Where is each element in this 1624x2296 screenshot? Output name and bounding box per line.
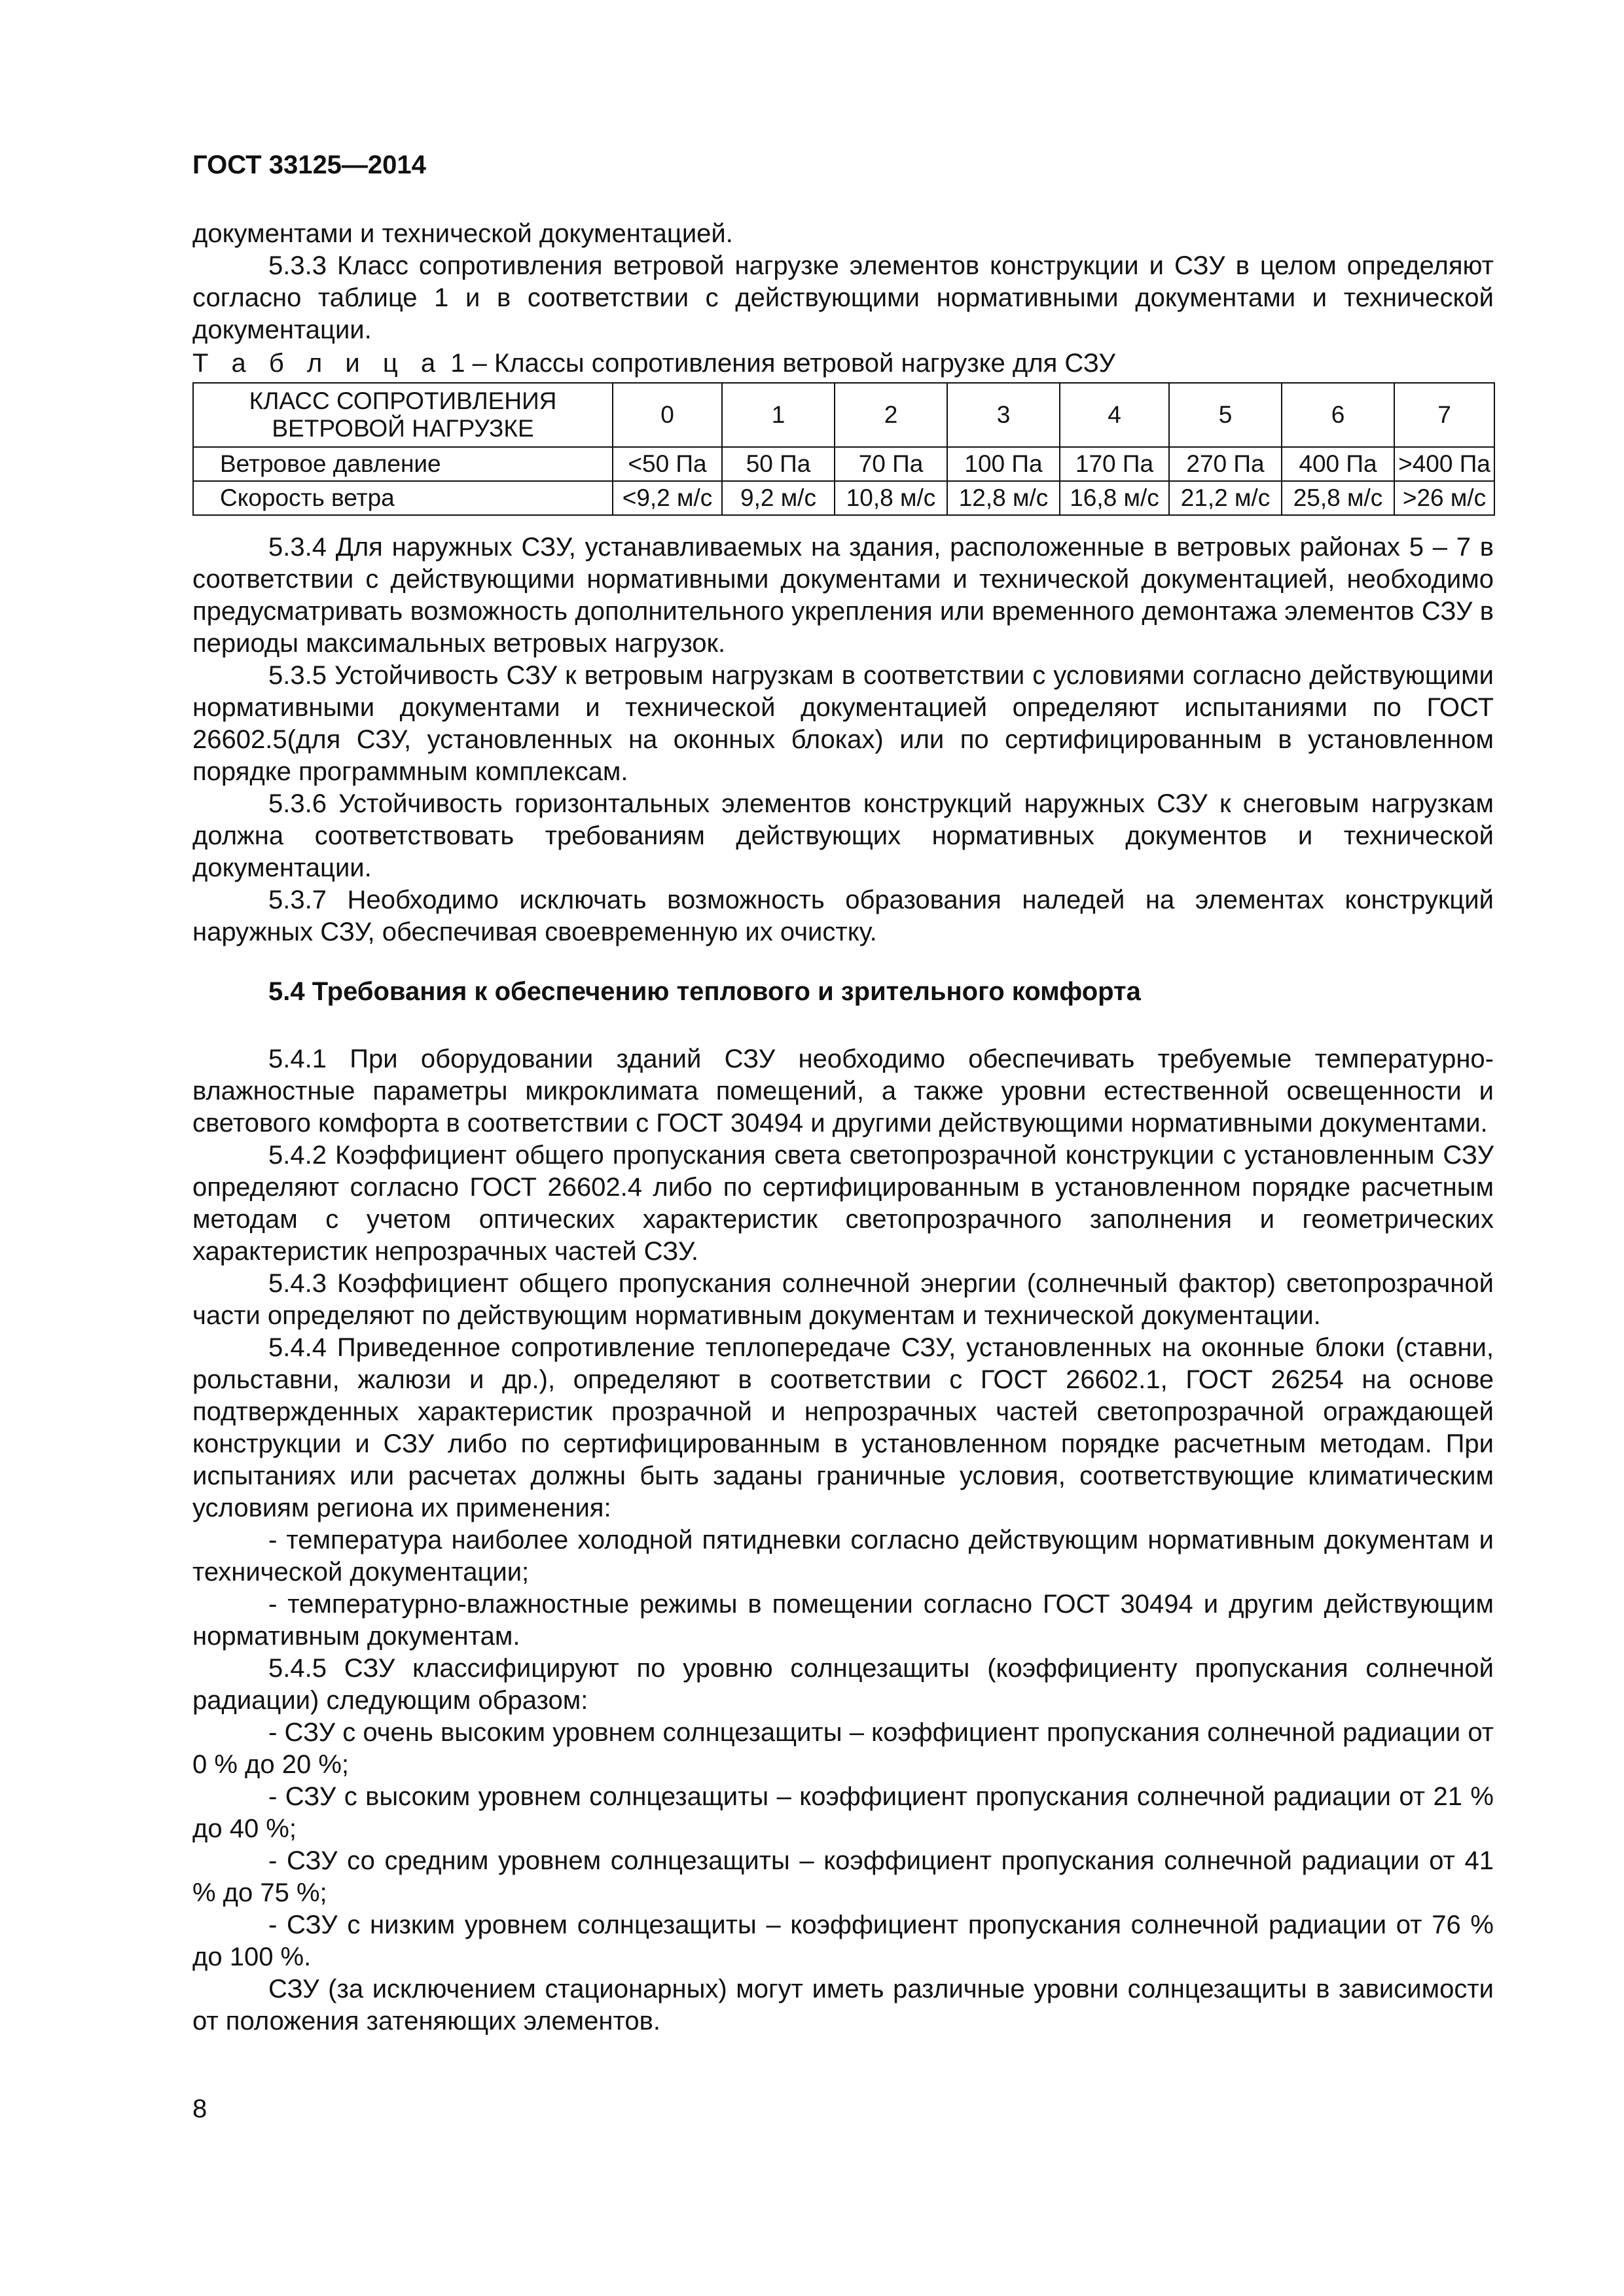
table-row-label: Скорость ветра — [193, 481, 613, 515]
table-cell: 16,8 м/с — [1060, 481, 1169, 515]
table-header-class: 0 — [613, 383, 722, 447]
table-caption-label: Т а б л и ц а — [192, 349, 444, 378]
table-caption — [192, 348, 1494, 380]
paragraph-5-3-3: 5.3.3 Класс сопротивления ветровой нагрузке элементов конструкции и СЗУ в целом определяют согласно таблице 1 и в соответствии с действующими нормативными документами и технической документации. — [192, 251, 1494, 344]
paragraph-5-3-6: 5.3.6 Устойчивость горизонтальных элементов конструкций наружных СЗУ к снеговым нагрузкам должна соответствовать требованиям действующих нормативных документов и технической документации. — [192, 789, 1494, 882]
paragraph-5-3-4: 5.3.4 Для наружных СЗУ, устанавливаемых на здания, расположенные в ветровых районах 5 – 7 в соответствии с действующими нормативными документами и технической документацией, необходимо предусматривать возможность дополнительного укрепления или временного демонтажа элементов СЗУ в периоды максимальных ветровых нагрузок. — [192, 533, 1494, 658]
table-cell: 12,8 м/с — [947, 481, 1060, 515]
paragraph-5-4-5: 5.4.5 СЗУ классифицируют по уровню солнцезащиты (коэффициенту пропускания солнечной радиации) следующим образом: — [192, 1654, 1494, 1715]
document-page — [192, 149, 1494, 2037]
paragraph-continuation: документами и технической документацией. — [192, 219, 733, 248]
table-caption-text: – Классы сопротивления ветровой нагрузке для СЗУ — [472, 349, 1115, 378]
document-code-header: ГОСТ 33125—2014 — [192, 151, 426, 179]
table-header-class: 2 — [835, 383, 947, 447]
table-cell: 50 Па — [722, 447, 835, 481]
paragraph-5-4-3: 5.4.3 Коэффициент общего пропускания солнечной энергии (солнечный фактор) светопрозрачной части определяют по действующим нормативным документам и технической документации. — [192, 1269, 1494, 1330]
table-header-class: 7 — [1394, 383, 1494, 447]
list-item-temperature: - температура наиболее холодной пятидневки согласно действующим нормативным документам и технической документации; — [192, 1526, 1494, 1587]
list-item-low-protection: - СЗУ с низким уровнем солнцезащиты – коэффициент пропускания солнечной радиации от 76 % до 100 %. — [192, 1910, 1494, 1971]
table-cell: >26 м/с — [1394, 481, 1494, 515]
paragraph-5-4-1: 5.4.1 При оборудовании зданий СЗУ необходимо обеспечивать требуемые температурно-влажностные параметры микроклимата помещений, а также уровни естественной освещенности и светового комфорта в соответствии с ГОСТ 30494 и другими действующими нормативными документами. — [192, 1045, 1494, 1138]
table-header-class: 5 — [1169, 383, 1282, 447]
table-cell: 70 Па — [835, 447, 947, 481]
table-cell: 170 Па — [1060, 447, 1169, 481]
table-cell: >400 Па — [1394, 447, 1494, 481]
table-header-class: 1 — [722, 383, 835, 447]
table-caption-number: 1 — [450, 349, 465, 378]
table-header-class: 3 — [947, 383, 1060, 447]
table-header-class: 6 — [1282, 383, 1394, 447]
list-item-medium-protection: - СЗУ со средним уровнем солнцезащиты – коэффициент пропускания солнечной радиации от 41 % до 75 %; — [192, 1846, 1494, 1907]
paragraph-closing-note: СЗУ (за исключением стационарных) могут иметь различные уровни солнцезащиты в зависимости от положения затеняющих элементов. — [192, 1975, 1494, 2036]
paragraph-5-4-2: 5.4.2 Коэффициент общего пропускания света светопрозрачной конструкции с установленным СЗУ определяют согласно ГОСТ 26602.4 либо по сертифицированным в установленном порядке расчетным методам с учетом оптических характеристик светопрозрачного заполнения и геометрических характеристик непрозрачных частей СЗУ. — [192, 1141, 1494, 1266]
table-cell: 270 Па — [1169, 447, 1282, 481]
section-heading-5-4: 5.4 Требования к обеспечению теплового и зрительного комфорта — [268, 977, 1141, 1006]
table-header-row — [193, 383, 1494, 447]
table-row-wind-pressure — [193, 447, 1494, 481]
table-cell: 100 Па — [947, 447, 1060, 481]
page-number: 8 — [192, 2094, 208, 2123]
table-cell: 25,8 м/с — [1282, 481, 1394, 515]
list-item-humidity: - температурно-влажностные режимы в помещении согласно ГОСТ 30494 и другим действующим нормативным документам. — [192, 1590, 1494, 1651]
table-row-label: Ветровое давление — [193, 447, 613, 481]
table-cell: <50 Па — [613, 447, 722, 481]
list-item-high-protection: - СЗУ с высоким уровнем солнцезащиты – коэффициент пропускания солнечной радиации от 21 % до 40 %; — [192, 1782, 1494, 1843]
table-header-label: КЛАСС СОПРОТИВЛЕНИЯ ВЕТРОВОЙ НАГРУЗКЕ — [193, 383, 613, 447]
paragraph-5-4-4: 5.4.4 Приведенное сопротивление теплопередаче СЗУ, установленных на оконные блоки (ставни, рольставни, жалюзи и др.), определяют в соответствии с ГОСТ 26602.1, ГОСТ 26254 на основе подтвержденных характеристик прозрачной и непрозрачных частей светопрозрачной ограждающей конструкции и СЗУ либо по сертифицированным в установленном порядке расчетным методам. При испытаниях или расчетах должны быть заданы граничные условия, соответствующие климатическим условиям региона их применения: — [192, 1333, 1494, 1522]
paragraph-5-3-5: 5.3.5 Устойчивость СЗУ к ветровым нагрузкам в соответствии с условиями согласно действующими нормативными документами и технической документацией определяют испытаниями по ГОСТ 26602.5(для СЗУ, установленных на оконных блоках) или по сертифицированным в установленном порядке программным комплексам. — [192, 661, 1494, 786]
list-item-very-high-protection: - СЗУ с очень высоким уровнем солнцезащиты – коэффициент пропускания солнечной радиации от 0 % до 20 %; — [192, 1718, 1494, 1779]
table-cell: 21,2 м/с — [1169, 481, 1282, 515]
table-cell: 400 Па — [1282, 447, 1394, 481]
table-cell: 9,2 м/с — [722, 481, 835, 515]
table-cell: 10,8 м/с — [835, 481, 947, 515]
table-cell: <9,2 м/с — [613, 481, 722, 515]
wind-resistance-table — [192, 382, 1495, 516]
paragraph-5-3-7: 5.3.7 Необходимо исключать возможность образования наледей на элементах конструкций наружных СЗУ, обеспечивая своевременную их очистку. — [192, 886, 1494, 946]
table-row-wind-speed — [193, 481, 1494, 515]
table-header-class: 4 — [1060, 383, 1169, 447]
